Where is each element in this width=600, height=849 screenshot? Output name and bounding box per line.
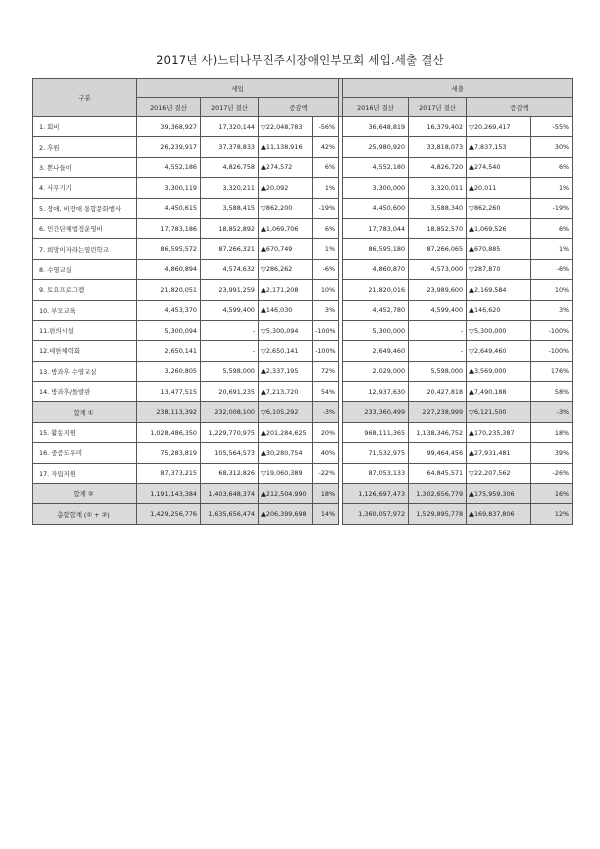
- row-label: 12.대한체력회: [33, 341, 137, 361]
- income-change: ▽5,300,094: [259, 320, 313, 340]
- table-row: [33, 280, 573, 300]
- row-label: 16. 중증도우미: [33, 443, 137, 463]
- expense-2017: 227,238,999: [409, 402, 467, 422]
- income-2016: 39,368,927: [137, 117, 201, 137]
- row-label: 2. 후원: [33, 137, 137, 157]
- expense-2017: 1,302,656,779: [409, 484, 467, 504]
- row-label: 4. 사무기기: [33, 178, 137, 198]
- header-expense-2017: 2017년 결산: [409, 98, 467, 117]
- subtotal-row: [33, 402, 573, 422]
- expense-change-percent: -100%: [531, 341, 573, 361]
- income-2016: 238,113,392: [137, 402, 201, 422]
- income-2017: 3,320,211: [201, 178, 259, 198]
- row-label: 11.편의시설: [33, 320, 137, 340]
- income-2017: 1,403,648,374: [201, 484, 259, 504]
- expense-2017: 3,320,011: [409, 178, 467, 198]
- expense-change-percent: 39%: [531, 443, 573, 463]
- expense-2017: -: [409, 320, 467, 340]
- income-change-percent: 54%: [313, 382, 339, 402]
- income-change-percent: -22%: [313, 463, 339, 483]
- income-2017: 4,826,758: [201, 157, 259, 177]
- row-label: 7. 희망이자라는열린학교: [33, 239, 137, 259]
- expense-2017: 99,464,456: [409, 443, 467, 463]
- table-row: [33, 117, 573, 137]
- expense-change-percent: 10%: [531, 280, 573, 300]
- expense-2016: 71,532,975: [343, 443, 409, 463]
- income-2016: 4,552,186: [137, 157, 201, 177]
- row-label: 5. 장애, 비장애 통합문화행사: [33, 198, 137, 218]
- subtotal-row: [33, 504, 573, 524]
- expense-2017: 3,588,340: [409, 198, 467, 218]
- income-change: ▲146,030: [259, 300, 313, 320]
- expense-change-percent: -55%: [531, 117, 573, 137]
- row-label: 1. 회비: [33, 117, 137, 137]
- income-change-percent: 72%: [313, 361, 339, 381]
- income-2017: 4,599,400: [201, 300, 259, 320]
- table-row: [33, 157, 573, 177]
- expense-2016: 968,111,365: [343, 422, 409, 442]
- income-2016: 87,373,215: [137, 463, 201, 483]
- expense-change-percent: -6%: [531, 259, 573, 279]
- income-2016: 75,283,819: [137, 443, 201, 463]
- header-income-change: 증감액: [259, 98, 339, 117]
- table-row: [33, 198, 573, 218]
- table-row: [33, 361, 573, 381]
- expense-2017: 33,818,073: [409, 137, 467, 157]
- income-2016: 2,650,141: [137, 341, 201, 361]
- income-2016: 3,260,805: [137, 361, 201, 381]
- header-category: 구분: [33, 79, 137, 117]
- expense-change-percent: 1%: [531, 178, 573, 198]
- expense-change: ▲170,235,387: [467, 422, 531, 442]
- expense-change: ▲20,011: [467, 178, 531, 198]
- expense-change-percent: 18%: [531, 422, 573, 442]
- income-change-percent: -100%: [313, 320, 339, 340]
- expense-2016: 4,552,180: [343, 157, 409, 177]
- expense-change-percent: -3%: [531, 402, 573, 422]
- expense-2016: 87,053,133: [343, 463, 409, 483]
- table-row: [33, 300, 573, 320]
- income-2017: 5,598,000: [201, 361, 259, 381]
- expense-2017: 1,138,346,752: [409, 422, 467, 442]
- income-2016: 26,239,917: [137, 137, 201, 157]
- table-row: [33, 137, 573, 157]
- table-body: [33, 117, 573, 525]
- expense-change: ▽22,207,562: [467, 463, 531, 483]
- income-change: ▲201,284,625: [259, 422, 313, 442]
- income-2016: 4,860,894: [137, 259, 201, 279]
- income-change-percent: 3%: [313, 300, 339, 320]
- income-change: ▲11,138,916: [259, 137, 313, 157]
- expense-change: ▲670,885: [467, 239, 531, 259]
- income-change-percent: 14%: [313, 504, 339, 524]
- row-label: 합계 ①: [33, 402, 137, 422]
- income-2017: 3,588,415: [201, 198, 259, 218]
- income-2016: 17,783,186: [137, 218, 201, 238]
- row-label: 합계 ②: [33, 484, 137, 504]
- expense-2017: 4,573,000: [409, 259, 467, 279]
- expense-change: ▲3,569,000: [467, 361, 531, 381]
- expense-2017: -: [409, 341, 467, 361]
- income-2017: 105,564,573: [201, 443, 259, 463]
- income-change-percent: 1%: [313, 178, 339, 198]
- expense-2016: 12,937,630: [343, 382, 409, 402]
- income-change: ▲7,213,720: [259, 382, 313, 402]
- income-2016: 3,300,119: [137, 178, 201, 198]
- expense-change-percent: -26%: [531, 463, 573, 483]
- income-2017: 87,266,321: [201, 239, 259, 259]
- expense-2016: 17,783,044: [343, 218, 409, 238]
- header-income-2016: 2016년 결산: [137, 98, 201, 117]
- income-change: ▲206,399,698: [259, 504, 313, 524]
- expense-change-percent: 6%: [531, 218, 573, 238]
- income-change-percent: 1%: [313, 239, 339, 259]
- expense-2017: 5,598,000: [409, 361, 467, 381]
- expense-change-percent: -100%: [531, 320, 573, 340]
- income-change-percent: 40%: [313, 443, 339, 463]
- expense-change: ▽20,269,417: [467, 117, 531, 137]
- income-2017: 37,378,833: [201, 137, 259, 157]
- income-2016: 86,595,572: [137, 239, 201, 259]
- table-row: [33, 218, 573, 238]
- header-expense-change: 증감액: [467, 98, 573, 117]
- row-label: 15. 활동지원: [33, 422, 137, 442]
- expense-change: ▲169,837,806: [467, 504, 531, 524]
- income-2017: -: [201, 341, 259, 361]
- expense-2016: 4,860,870: [343, 259, 409, 279]
- expense-change-percent: 16%: [531, 484, 573, 504]
- expense-2016: 4,452,780: [343, 300, 409, 320]
- expense-change: ▲27,931,481: [467, 443, 531, 463]
- expense-change: ▲7,837,153: [467, 137, 531, 157]
- income-change: ▲274,572: [259, 157, 313, 177]
- expense-2017: 4,599,400: [409, 300, 467, 320]
- table-row: [33, 341, 573, 361]
- income-2016: 1,429,256,776: [137, 504, 201, 524]
- income-2017: 68,312,826: [201, 463, 259, 483]
- income-change: ▽19,060,389: [259, 463, 313, 483]
- income-change: ▲212,504,990: [259, 484, 313, 504]
- income-change: ▲1,069,706: [259, 218, 313, 238]
- table-row: [33, 382, 573, 402]
- income-change-percent: 20%: [313, 422, 339, 442]
- income-2017: 23,991,259: [201, 280, 259, 300]
- table-row: [33, 259, 573, 279]
- expense-2016: 25,980,920: [343, 137, 409, 157]
- expense-2017: 87,266,065: [409, 239, 467, 259]
- income-2016: 4,453,370: [137, 300, 201, 320]
- expense-2016: 2,649,460: [343, 341, 409, 361]
- expense-change: ▽862,260: [467, 198, 531, 218]
- income-change-percent: 42%: [313, 137, 339, 157]
- income-2016: 5,300,094: [137, 320, 201, 340]
- row-label: 17. 자립지원: [33, 463, 137, 483]
- income-2016: 1,191,143,384: [137, 484, 201, 504]
- expense-2016: 86,595,180: [343, 239, 409, 259]
- income-change-percent: -56%: [313, 117, 339, 137]
- table-row: [33, 443, 573, 463]
- expense-2016: 21,820,016: [343, 280, 409, 300]
- expense-change-percent: 6%: [531, 157, 573, 177]
- expense-change-percent: 12%: [531, 504, 573, 524]
- income-change-percent: 10%: [313, 280, 339, 300]
- expense-2017: 23,989,600: [409, 280, 467, 300]
- income-2017: 18,852,892: [201, 218, 259, 238]
- row-label: 13. 방과후 수영교실: [33, 361, 137, 381]
- expense-2017: 64,845,571: [409, 463, 467, 483]
- income-2017: 1,635,656,474: [201, 504, 259, 524]
- income-change: ▽2,650,141: [259, 341, 313, 361]
- income-change: ▽862,200: [259, 198, 313, 218]
- header-income: 세입: [137, 79, 339, 98]
- income-change-percent: -100%: [313, 341, 339, 361]
- expense-change: ▲1,069,526: [467, 218, 531, 238]
- row-label: 10. 부모교육: [33, 300, 137, 320]
- income-change: ▽6,105,292: [259, 402, 313, 422]
- income-2016: 1,028,486,350: [137, 422, 201, 442]
- income-2016: 13,477,515: [137, 382, 201, 402]
- row-label: 9. 토요프로그램: [33, 280, 137, 300]
- expense-change: ▽6,121,500: [467, 402, 531, 422]
- expense-change-percent: 30%: [531, 137, 573, 157]
- expense-2017: 4,826,720: [409, 157, 467, 177]
- expense-change: ▲175,959,306: [467, 484, 531, 504]
- expense-change-percent: 176%: [531, 361, 573, 381]
- income-2017: 17,320,144: [201, 117, 259, 137]
- expense-change-percent: 58%: [531, 382, 573, 402]
- expense-2017: 1,529,895,778: [409, 504, 467, 524]
- income-2017: 4,574,632: [201, 259, 259, 279]
- income-2017: 1,229,770,975: [201, 422, 259, 442]
- expense-2016: 3,300,000: [343, 178, 409, 198]
- income-2017: 20,691,235: [201, 382, 259, 402]
- expense-2016: 1,126,697,473: [343, 484, 409, 504]
- header-income-2017: 2017년 결산: [201, 98, 259, 117]
- row-label: 8. 수영교실: [33, 259, 137, 279]
- expense-change: ▲146,620: [467, 300, 531, 320]
- income-change: ▲2,337,195: [259, 361, 313, 381]
- expense-2017: 20,427,818: [409, 382, 467, 402]
- table-row: [33, 422, 573, 442]
- table-row: [33, 463, 573, 483]
- page-title: 2017년 사)느티나무진주시장애인부모회 세입.세출 결산: [156, 53, 444, 67]
- budget-table: [32, 78, 573, 525]
- row-label: 14. 방과후/돌발판: [33, 382, 137, 402]
- subtotal-row: [33, 484, 573, 504]
- income-change: ▲30,280,754: [259, 443, 313, 463]
- expense-change-percent: 3%: [531, 300, 573, 320]
- expense-change: ▽2,649,460: [467, 341, 531, 361]
- expense-2016: 2,029,000: [343, 361, 409, 381]
- income-change-percent: 6%: [313, 218, 339, 238]
- income-change-percent: -19%: [313, 198, 339, 218]
- expense-2016: 233,360,499: [343, 402, 409, 422]
- expense-change-percent: 1%: [531, 239, 573, 259]
- income-2017: 232,008,100: [201, 402, 259, 422]
- income-change-percent: -6%: [313, 259, 339, 279]
- expense-change-percent: -19%: [531, 198, 573, 218]
- expense-change: ▽287,870: [467, 259, 531, 279]
- income-change: ▽286,262: [259, 259, 313, 279]
- income-change: ▲20,092: [259, 178, 313, 198]
- income-change-percent: -3%: [313, 402, 339, 422]
- expense-change: ▲7,490,188: [467, 382, 531, 402]
- expense-2016: 1,360,057,972: [343, 504, 409, 524]
- header-expense-2016: 2016년 결산: [343, 98, 409, 117]
- expense-2016: 4,450,600: [343, 198, 409, 218]
- expense-change: ▲274,540: [467, 157, 531, 177]
- income-change-percent: 18%: [313, 484, 339, 504]
- expense-2016: 5,300,000: [343, 320, 409, 340]
- income-2016: 21,820,051: [137, 280, 201, 300]
- expense-2017: 18,852,570: [409, 218, 467, 238]
- expense-2016: 36,648,819: [343, 117, 409, 137]
- table-row: [33, 239, 573, 259]
- income-2017: -: [201, 320, 259, 340]
- row-label: 3. 뽄나들이: [33, 157, 137, 177]
- income-change: ▲670,749: [259, 239, 313, 259]
- header-expense: 세출: [343, 79, 573, 98]
- income-2016: 4,450,615: [137, 198, 201, 218]
- table-row: [33, 178, 573, 198]
- expense-change: ▲2,169,584: [467, 280, 531, 300]
- income-change: ▲2,171,208: [259, 280, 313, 300]
- income-change: ▽22,048,783: [259, 117, 313, 137]
- income-change-percent: 6%: [313, 157, 339, 177]
- table-row: [33, 320, 573, 340]
- expense-change: ▽5,300,000: [467, 320, 531, 340]
- expense-2017: 16,379,402: [409, 117, 467, 137]
- row-label: 총합합계 (① + ②): [33, 504, 137, 524]
- row-label: 6. 민간단체법정운영비: [33, 218, 137, 238]
